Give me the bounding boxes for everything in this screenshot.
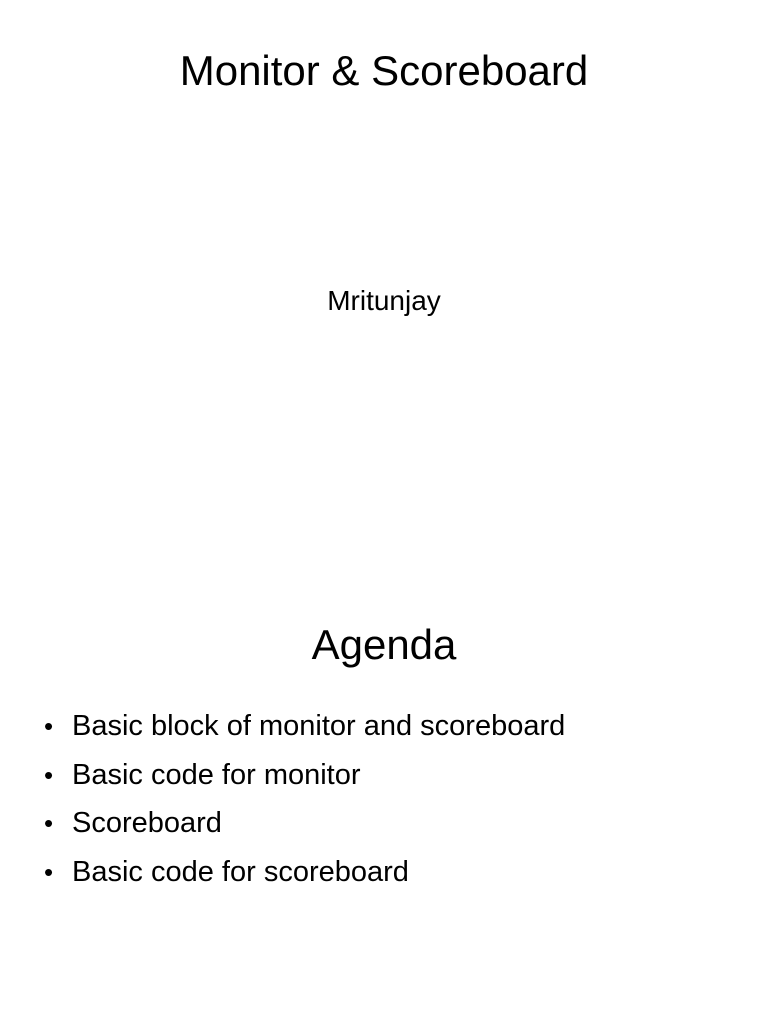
list-item [44,850,565,899]
list-item-text: Scoreboard [72,807,222,839]
author-name: Mritunjay [327,285,441,316]
bullet-icon: • [44,808,54,838]
agenda-slide [0,512,768,1024]
bullet-icon: • [44,759,54,790]
list-item-text: Basic code for monitor [72,758,361,791]
agenda-list [44,704,565,898]
list-item-text: Basic code for scoreboard [72,855,409,888]
list-item-text: Basic block of monitor and scoreboard [72,710,566,742]
list-item [44,753,565,802]
list-item [44,801,565,850]
bullet-icon: • [44,711,54,741]
bullet-icon: • [44,856,54,887]
slide-title: Monitor & Scoreboard [179,47,589,94]
agenda-title: Agenda [311,621,457,668]
list-item [44,704,565,753]
